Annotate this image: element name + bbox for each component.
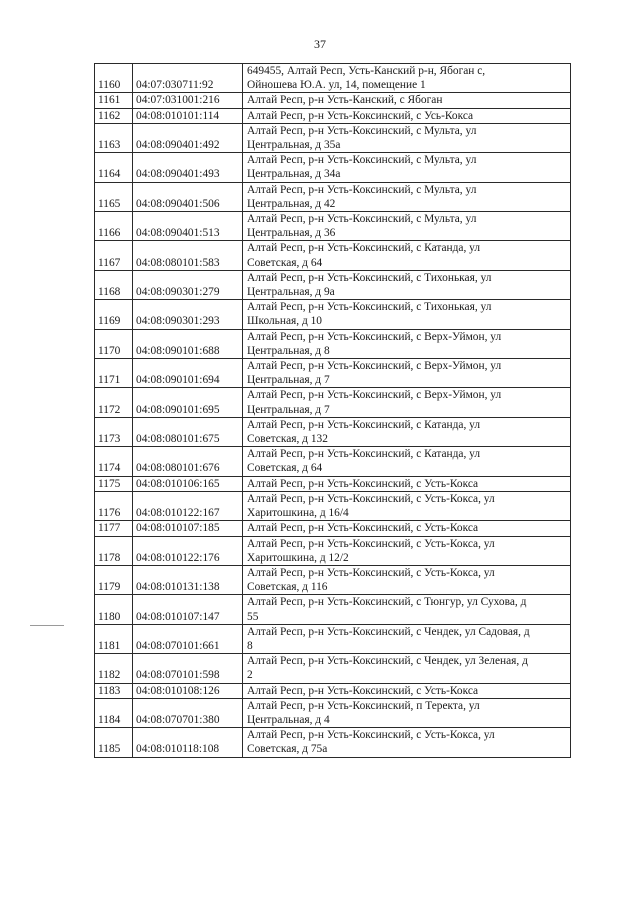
table-row <box>95 447 571 476</box>
address-cell <box>243 388 571 417</box>
table-row <box>95 491 571 520</box>
address-line: 8 <box>247 639 253 652</box>
address-line: Алтай Респ, р-н Усть-Коксинский, с Катанда, ул <box>247 242 481 255</box>
address-line: Алтай Респ, р-н Усть-Коксинский, с Катанда, ул <box>247 448 481 461</box>
cadastral-number-cell: 04:08:090101:695 <box>133 388 243 417</box>
table-row <box>95 521 571 536</box>
address-line: Алтай Респ, р-н Усть-Коксинский, с Тихонькая, ул <box>247 271 492 284</box>
address-cell <box>243 595 571 624</box>
address-line: Алтай Респ, р-н Усть-Коксинский, с Усть-Кокса <box>247 477 479 490</box>
table-row <box>95 182 571 211</box>
cadastral-number-cell: 04:08:080101:675 <box>133 417 243 446</box>
table-row <box>95 123 571 152</box>
cadastral-number-cell: 04:08:010122:167 <box>133 491 243 520</box>
row-number-cell: 1177 <box>95 521 133 536</box>
row-number-cell: 1167 <box>95 241 133 270</box>
address-line: Центральная, д 34а <box>247 168 341 181</box>
cadastral-number-cell: 04:08:010131:138 <box>133 565 243 594</box>
address-line: Алтай Респ, р-н Усть-Коксинский, с Катанда, ул <box>247 418 481 431</box>
address-line: Алтай Респ, р-н Усть-Коксинский, с Мульта, ул <box>247 213 477 226</box>
address-line: Алтай Респ, р-н Усть-Коксинский, с Усть-Кокса, ул <box>247 729 495 742</box>
cadastral-number-cell: 04:08:010122:176 <box>133 536 243 565</box>
registry-table <box>94 63 571 758</box>
cadastral-number-cell: 04:08:010107:147 <box>133 595 243 624</box>
address-cell <box>243 241 571 270</box>
address-cell <box>243 300 571 329</box>
row-number-cell: 1172 <box>95 388 133 417</box>
row-number-cell: 1163 <box>95 123 133 152</box>
row-number-cell: 1166 <box>95 212 133 241</box>
table-row <box>95 359 571 388</box>
address-cell <box>243 476 571 491</box>
address-line: Алтай Респ, р-н Усть-Коксинский, с Тюнгур, ул Сухова, д <box>247 596 527 609</box>
address-cell <box>243 683 571 698</box>
row-number-cell: 1178 <box>95 536 133 565</box>
address-cell <box>243 536 571 565</box>
row-number-cell: 1181 <box>95 624 133 653</box>
cadastral-number-cell: 04:08:090301:293 <box>133 300 243 329</box>
cadastral-number-cell: 04:08:010118:108 <box>133 728 243 757</box>
table-row <box>95 417 571 446</box>
address-cell <box>243 329 571 358</box>
address-cell <box>243 123 571 152</box>
address-line: Центральная, д 9а <box>247 286 335 299</box>
address-line: Советская, д 75а <box>247 743 328 756</box>
address-cell <box>243 654 571 683</box>
address-cell <box>243 64 571 93</box>
address-cell <box>243 270 571 299</box>
address-cell <box>243 491 571 520</box>
address-line: Алтай Респ, р-н Усть-Коксинский, с Усть-Кокса <box>247 684 479 697</box>
row-number-cell: 1184 <box>95 698 133 727</box>
table-row <box>95 728 571 757</box>
table-row <box>95 108 571 123</box>
address-line: Школьная, д 10 <box>247 315 322 328</box>
address-line: Харитошкина, д 12/2 <box>247 551 349 564</box>
address-cell <box>243 153 571 182</box>
row-number-cell: 1185 <box>95 728 133 757</box>
row-number-cell: 1160 <box>95 64 133 93</box>
address-line: Алтай Респ, р-н Усть-Коксинский, с Чендек, ул Зеленая, д <box>247 655 528 668</box>
cadastral-number-cell: 04:07:031001:216 <box>133 93 243 108</box>
address-line: Алтай Респ, р-н Усть-Коксинский, с Тихонькая, ул <box>247 301 492 314</box>
address-line: Советская, д 64 <box>247 256 323 269</box>
address-line: Алтай Респ, р-н Усть-Коксинский, с Мульта, ул <box>247 183 477 196</box>
address-cell <box>243 212 571 241</box>
address-line: Центральная, д 8 <box>247 344 330 357</box>
table-row <box>95 300 571 329</box>
address-line: Ойношева Ю.А. ул, 14, помещение 1 <box>247 79 426 92</box>
table-row <box>95 270 571 299</box>
address-line: Советская, д 116 <box>247 581 328 594</box>
address-cell <box>243 447 571 476</box>
address-cell <box>243 417 571 446</box>
cadastral-number-cell: 04:08:090401:506 <box>133 182 243 211</box>
row-number-cell: 1164 <box>95 153 133 182</box>
address-line: 2 <box>247 669 253 682</box>
address-line: Алтай Респ, р-н Усть-Коксинский, с Усь-Кокса <box>247 109 474 122</box>
row-number-cell: 1171 <box>95 359 133 388</box>
cadastral-number-cell: 04:08:070101:598 <box>133 654 243 683</box>
cadastral-number-cell: 04:08:090101:694 <box>133 359 243 388</box>
address-line: Харитошкина, д 16/4 <box>247 507 349 520</box>
table-row <box>95 93 571 108</box>
address-line: Советская, д 64 <box>247 462 323 475</box>
address-cell <box>243 93 571 108</box>
table-row <box>95 624 571 653</box>
address-line: Алтай Респ, р-н Усть-Канский, с Ябоган <box>247 94 443 107</box>
registry-table-body <box>95 64 571 758</box>
cadastral-number-cell: 04:08:090401:513 <box>133 212 243 241</box>
cadastral-number-cell: 04:08:010106:165 <box>133 476 243 491</box>
table-row <box>95 64 571 93</box>
cadastral-number-cell: 04:08:010107:185 <box>133 521 243 536</box>
address-line: Алтай Респ, р-н Усть-Коксинский, п Теректа, ул <box>247 699 480 712</box>
row-number-cell: 1180 <box>95 595 133 624</box>
address-line: 649455, Алтай Респ, Усть-Канский р-н, Ябоган с, <box>247 65 486 77</box>
table-row <box>95 241 571 270</box>
row-number-cell: 1183 <box>95 683 133 698</box>
address-line: Алтай Респ, р-н Усть-Коксинский, с Усть-Кокса <box>247 522 479 535</box>
address-cell <box>243 108 571 123</box>
table-row <box>95 476 571 491</box>
table-row <box>95 536 571 565</box>
table-row <box>95 388 571 417</box>
row-number-cell: 1168 <box>95 270 133 299</box>
address-cell <box>243 728 571 757</box>
address-line: Центральная, д 35а <box>247 139 341 152</box>
cadastral-number-cell: 04:08:080101:676 <box>133 447 243 476</box>
row-number-cell: 1176 <box>95 491 133 520</box>
row-number-cell: 1182 <box>95 654 133 683</box>
address-line: Советская, д 132 <box>247 433 328 446</box>
cadastral-number-cell: 04:08:010108:126 <box>133 683 243 698</box>
address-line: Алтай Респ, р-н Усть-Коксинский, с Мульта, ул <box>247 154 477 167</box>
row-number-cell: 1162 <box>95 108 133 123</box>
cadastral-number-cell: 04:08:070701:380 <box>133 698 243 727</box>
scan-margin-mark <box>30 625 64 626</box>
address-line: Центральная, д 36 <box>247 227 336 240</box>
table-row <box>95 565 571 594</box>
address-cell <box>243 698 571 727</box>
table-row <box>95 153 571 182</box>
address-cell <box>243 521 571 536</box>
table-row <box>95 595 571 624</box>
row-number-cell: 1170 <box>95 329 133 358</box>
row-number-cell: 1165 <box>95 182 133 211</box>
table-row <box>95 654 571 683</box>
address-line: Алтай Респ, р-н Усть-Коксинский, с Усть-Кокса, ул <box>247 537 495 550</box>
cadastral-number-cell: 04:08:070101:661 <box>133 624 243 653</box>
address-cell <box>243 624 571 653</box>
cadastral-number-cell: 04:08:090301:279 <box>133 270 243 299</box>
row-number-cell: 1175 <box>95 476 133 491</box>
address-line: Алтай Респ, р-н Усть-Коксинский, с Верх-Уймон, ул <box>247 330 502 343</box>
row-number-cell: 1179 <box>95 565 133 594</box>
address-line: Центральная, д 7 <box>247 403 330 416</box>
cadastral-number-cell: 04:07:030711:92 <box>133 64 243 93</box>
address-line: Центральная, д 42 <box>247 197 336 210</box>
address-cell <box>243 565 571 594</box>
address-cell <box>243 359 571 388</box>
table-row <box>95 683 571 698</box>
table-row <box>95 698 571 727</box>
cadastral-number-cell: 04:08:090101:688 <box>133 329 243 358</box>
address-line: Алтай Респ, р-н Усть-Коксинский, с Верх-Уймон, ул <box>247 389 502 402</box>
address-line: Алтай Респ, р-н Усть-Коксинский, с Усть-Кокса, ул <box>247 492 495 505</box>
row-number-cell: 1161 <box>95 93 133 108</box>
address-line: Центральная, д 4 <box>247 713 330 726</box>
table-row <box>95 212 571 241</box>
row-number-cell: 1169 <box>95 300 133 329</box>
address-cell <box>243 182 571 211</box>
address-line: Алтай Респ, р-н Усть-Коксинский, с Мульта, ул <box>247 124 477 137</box>
address-line: Алтай Респ, р-н Усть-Коксинский, с Верх-Уймон, ул <box>247 360 502 373</box>
cadastral-number-cell: 04:08:010101:114 <box>133 108 243 123</box>
page-number: 37 <box>314 37 326 51</box>
cadastral-number-cell: 04:08:080101:583 <box>133 241 243 270</box>
address-line: Алтай Респ, р-н Усть-Коксинский, с Усть-Кокса, ул <box>247 566 495 579</box>
address-line: 55 <box>247 610 259 623</box>
cadastral-number-cell: 04:08:090401:492 <box>133 123 243 152</box>
cadastral-number-cell: 04:08:090401:493 <box>133 153 243 182</box>
row-number-cell: 1174 <box>95 447 133 476</box>
row-number-cell: 1173 <box>95 417 133 446</box>
table-row <box>95 329 571 358</box>
address-line: Центральная, д 7 <box>247 374 330 387</box>
address-line: Алтай Респ, р-н Усть-Коксинский, с Чендек, ул Садовая, д <box>247 625 530 638</box>
